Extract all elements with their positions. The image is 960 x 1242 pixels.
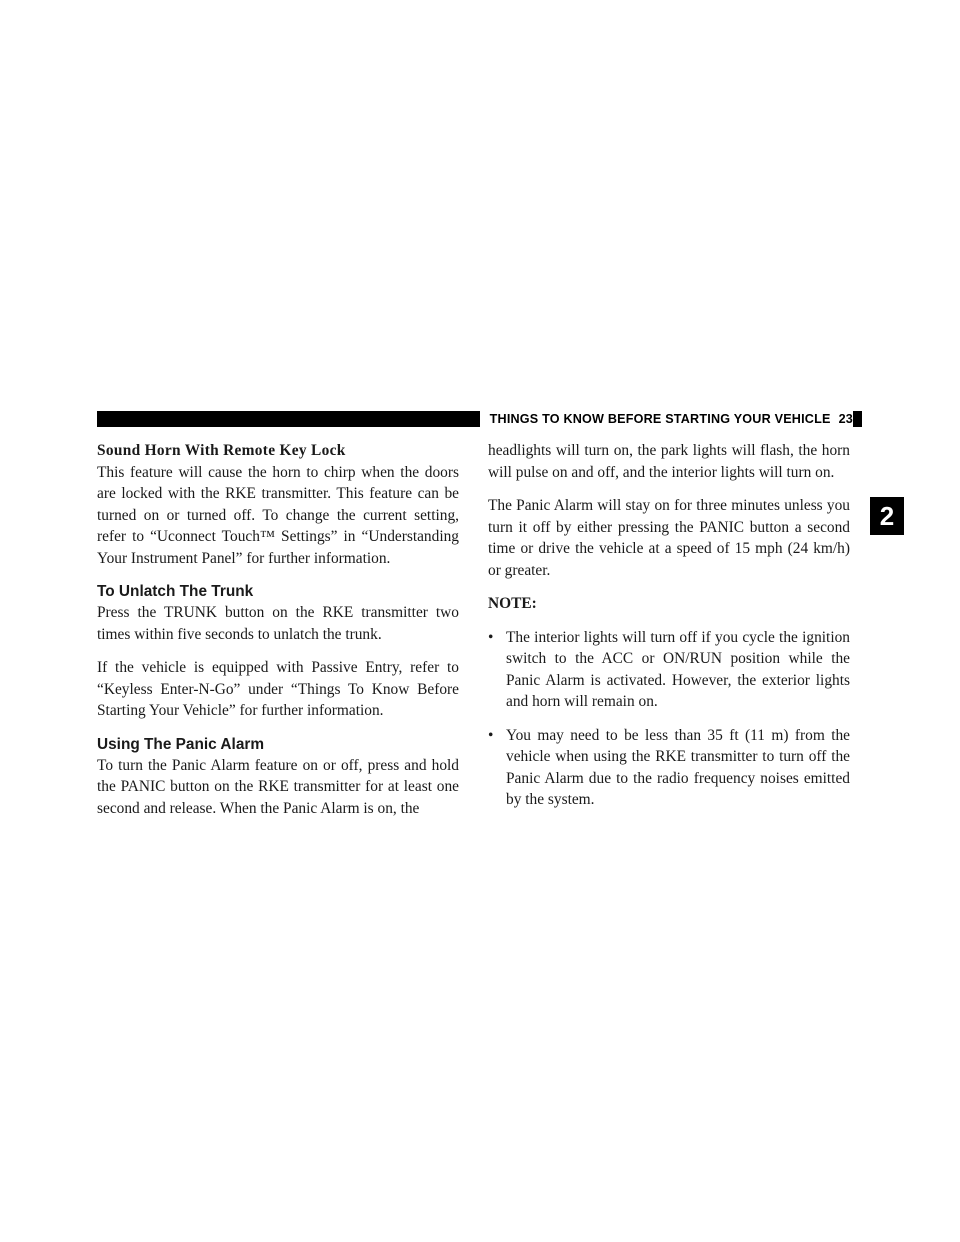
note-text: You may need to be less than 35 ft (11 m) from the vehicle when using the RKE transmitter to turn off the Panic Alarm due to the radio frequency noises emitted by the system. bbox=[506, 726, 850, 808]
heading-sound-horn: Sound Horn With Remote Key Lock bbox=[97, 442, 346, 459]
heading-panic-alarm: Using The Panic Alarm bbox=[97, 735, 265, 753]
left-column bbox=[97, 440, 459, 819]
note-heading: NOTE: bbox=[488, 595, 537, 612]
paragraph-unlatch-trunk: Press the TRUNK button on the RKE transmitter two times within five seconds to unlatch the trunk. bbox=[97, 604, 459, 643]
paragraph-sound-horn: This feature will cause the horn to chirp when the doors are locked with the RKE transmitter. This feature can be turned on or turned off. To change the current setting, refer to “Uconnect Touch™ Settings” in “Understanding Your Instrument Panel” for further information. bbox=[97, 463, 459, 567]
note-item bbox=[488, 627, 850, 713]
paragraph-panic-duration: The Panic Alarm will stay on for three minutes unless you turn it off by either pressing the PANIC button a second time or drive the vehicle at a speed of 15 mph (24 km/h) or greater. bbox=[488, 497, 850, 579]
section-title: THINGS TO KNOW BEFORE STARTING YOUR VEHICLE bbox=[489, 412, 831, 426]
note-text: The interior lights will turn off if you cycle the ignition switch to the ACC or ON/RUN position while the Panic Alarm is activated. However, the exterior lights and horn will remain on. bbox=[506, 628, 850, 710]
bullet-icon: • bbox=[488, 726, 494, 744]
note-list bbox=[488, 627, 850, 811]
bullet-icon: • bbox=[488, 628, 494, 646]
chapter-tab: 2 bbox=[870, 497, 904, 535]
paragraph-panic-alarm: To turn the Panic Alarm feature on or off, press and hold the PANIC button on the RKE transmitter for at least one second and release. When the Panic Alarm is on, the bbox=[97, 756, 459, 817]
heading-unlatch-trunk: To Unlatch The Trunk bbox=[97, 583, 254, 600]
paragraph-passive-entry: If the vehicle is equipped with Passive Entry, refer to “Keyless Enter-N-Go” under “Things To Know Before Starting Your Vehicle” for further information. bbox=[97, 659, 459, 719]
page-number: 23 bbox=[838, 412, 853, 426]
paragraph-panic-continuation: headlights will turn on, the park lights will flash, the horn will pulse on and off, and the interior lights will turn on. bbox=[488, 442, 850, 481]
right-column bbox=[488, 440, 850, 823]
running-header bbox=[480, 410, 853, 428]
note-item bbox=[488, 725, 850, 811]
